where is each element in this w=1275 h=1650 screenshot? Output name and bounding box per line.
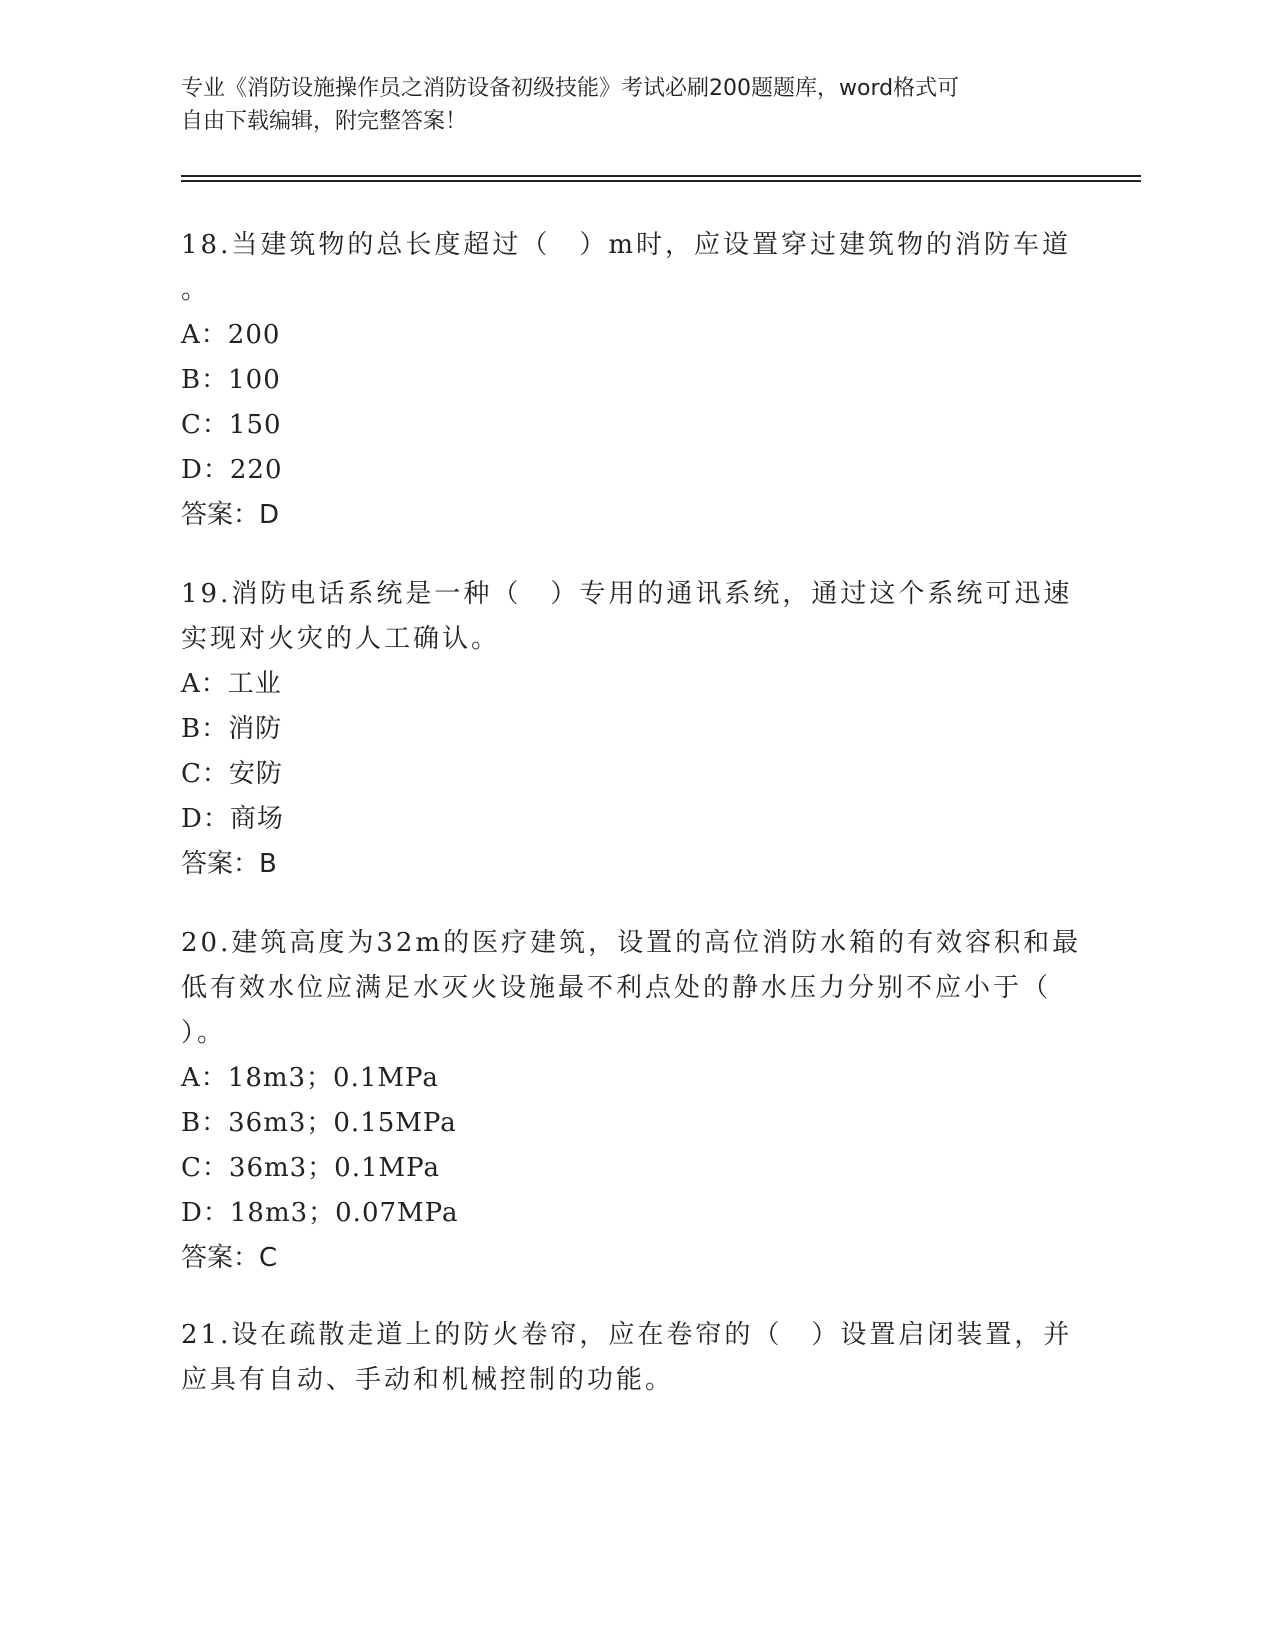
answer: 答案：D <box>181 500 280 530</box>
option-letter: C： <box>181 1153 229 1183</box>
stem-line: 20.建筑高度为32m的医疗建筑，设置的高位消防水箱的有效容积和最 <box>181 928 1082 958</box>
option-text: 工业 <box>227 669 282 699</box>
question-20 <box>181 921 1082 1281</box>
option-text: 100 <box>228 365 281 395</box>
option-letter: A： <box>181 1063 228 1093</box>
stem-line: ）。 <box>181 1018 227 1048</box>
question-18 <box>181 223 1072 538</box>
option-a <box>181 662 1061 707</box>
option-text: 安防 <box>228 759 283 789</box>
option-d <box>181 1191 1061 1236</box>
option-text: 36m3；0.1MPa <box>228 1153 440 1183</box>
option-letter: D： <box>181 455 230 485</box>
option-letter: A： <box>181 669 228 699</box>
option-letter: D： <box>181 804 230 834</box>
header-divider-bottom <box>181 180 1141 182</box>
option-letter: A： <box>181 320 228 350</box>
question-stem <box>181 223 1072 313</box>
option-b <box>181 1101 1061 1146</box>
stem-line: 应具有自动、手动和机械控制的功能。 <box>181 1365 675 1395</box>
stem-line: 18.当建筑物的总长度超过（ ）m时，应设置穿过建筑物的消防车道 <box>181 230 1072 260</box>
option-d <box>181 797 1061 842</box>
option-c <box>181 1146 1061 1191</box>
option-c <box>181 752 1061 797</box>
header-line-1: 专业《消防设施操作员之消防设备初级技能》考试必刷200题题库，word格式可 <box>181 76 960 101</box>
question-21 <box>181 1313 1073 1403</box>
stem-line: 21.设在疏散走道上的防火卷帘，应在卷帘的（ ）设置启闭装置，并 <box>181 1320 1073 1350</box>
option-letter: B： <box>181 365 229 395</box>
header-divider-top <box>181 175 1141 177</box>
question-stem <box>181 572 1073 662</box>
option-text: 200 <box>227 320 281 350</box>
option-text: 150 <box>228 410 282 440</box>
option-c <box>181 403 1061 448</box>
option-letter: C： <box>181 410 229 440</box>
answer: 答案：B <box>181 849 277 879</box>
option-a <box>181 313 1061 358</box>
question-stem <box>181 1313 1073 1403</box>
answer: 答案：C <box>181 1243 278 1273</box>
stem-line: 低有效水位应满足水灭火设施最不利点处的静水压力分别不应小于（ <box>181 973 1052 1003</box>
option-letter: B： <box>181 714 229 744</box>
stem-line: 19.消防电话系统是一种（ ）专用的通讯系统，通过这个系统可迅速 <box>181 579 1073 609</box>
option-text: 消防 <box>228 714 283 744</box>
option-b <box>181 707 1061 752</box>
option-text: 36m3；0.15MPa <box>228 1108 457 1138</box>
option-text: 220 <box>229 455 283 485</box>
option-text: 18m3；0.07MPa <box>229 1198 459 1228</box>
option-a <box>181 1056 1061 1101</box>
option-text: 商场 <box>229 804 284 834</box>
option-letter: C： <box>181 759 229 789</box>
option-b <box>181 358 1061 403</box>
option-letter: B： <box>181 1108 229 1138</box>
option-letter: D： <box>181 1198 230 1228</box>
header-line-2: 自由下载编辑，附完整答案！ <box>181 109 468 134</box>
stem-line: 实现对火灾的人工确认。 <box>181 624 501 654</box>
question-stem <box>181 921 1082 1056</box>
option-text: 18m3；0.1MPa <box>227 1063 439 1093</box>
question-19 <box>181 572 1073 887</box>
document-header <box>181 72 1061 138</box>
option-d <box>181 448 1061 493</box>
stem-line: 。 <box>181 275 211 305</box>
